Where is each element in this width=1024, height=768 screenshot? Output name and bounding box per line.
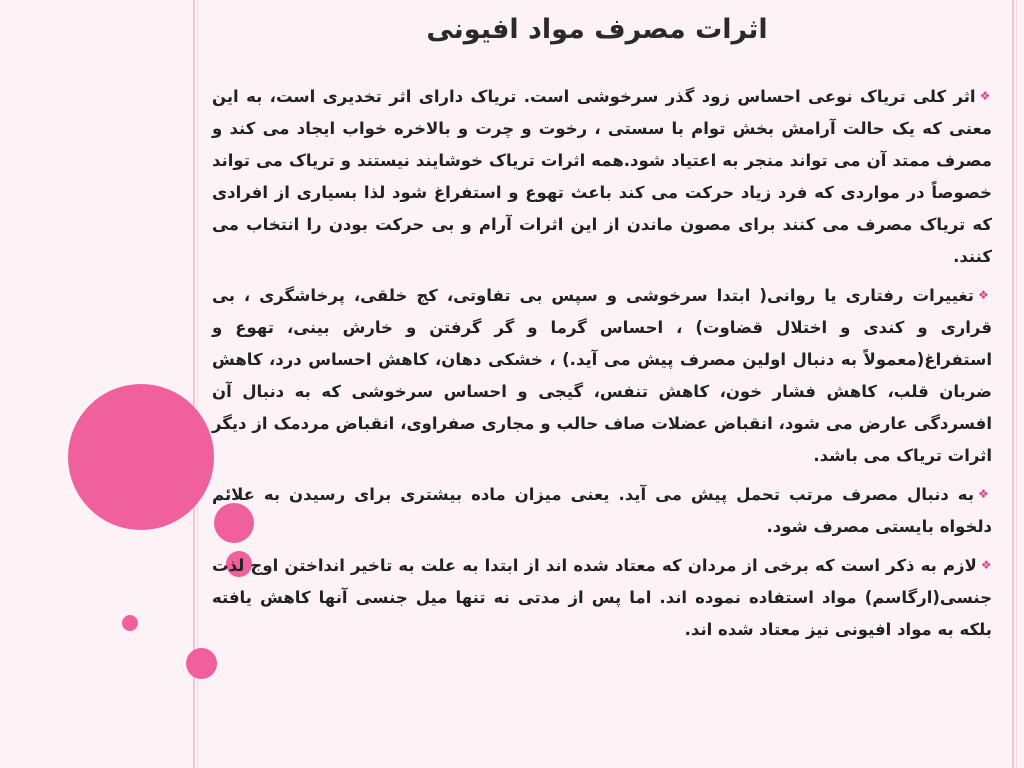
bullet-paragraph-2 — [212, 279, 992, 472]
diamond-bullet-icon: ❖ — [978, 487, 992, 501]
paragraph-text: به دنبال مصرف مرتب تحمل پیش می آید. یعنی میزان ماده بیشتری برای رسیدن به علائم دلخواه بایستی مصرف شود. — [212, 485, 992, 536]
bullet-paragraph-4 — [212, 549, 992, 646]
paragraph-text: تغییرات رفتاری یا روانی( ابتدا سرخوشی و سپس بی تفاوتی، کج خلقی، پرخاشگری ، بی قراری و کندی و اختلال قضاوت) ، احساس گرما و گر گرفتن و خارش بینی، تهوع و استفراغ(معمولاً به دنبال اولین مصرف پیش می آید.) ، خشکی دهان، کاهش احساس درد، کاهش ضربان قلب، کاهش فشار خون، کاهش تنفس، گیجی و احساس سرخوشی که به دنبال آن افسردگی عارض می شود، انقباض عضلات صاف حالب و مجاری صفراوی، انقباض مردمک از دیگر اثرات تریاک می باشد. — [212, 286, 992, 465]
slide-title: اثرات مصرف مواد افیونی — [426, 14, 768, 45]
paragraph-text: اثر کلی تریاک نوعی احساس زود گذر سرخوشی است. تریاک دارای اثر تخدیری است، به این معنی که یک حالت آرامش بخش توام با سستی ، رخوت و چرت و بالاخره خواب ایجاد می کند و مصرف ممتد آن می تواند منجر به اعتیاد شود.همه اثرات تریاک خوشایند نیستند و تریاک می تواند خصوصاً در مواردی که فرد زیاد حرکت می کند باعث تهوع و استفراغ شود لذا بسیاری از افرادی که تریاک مصرف می کنند برای مصون ماندن از این اثرات آرام و بی حرکت بودن را انتخاب می کنند. — [212, 87, 992, 266]
bullet-paragraph-1 — [212, 80, 992, 273]
bullet-paragraph-3 — [212, 478, 992, 543]
diamond-bullet-icon: ❖ — [979, 89, 992, 103]
decorative-circle-small-2 — [186, 648, 217, 679]
diamond-bullet-icon: ❖ — [980, 558, 992, 572]
slide-body — [212, 80, 992, 652]
frame-line-right — [1012, 0, 1014, 768]
paragraph-text: لازم به ذکر است که برخی از مردان که معتاد شده اند از ابتدا به علت به تاخیر انداختن اوج لذت جنسی(ارگاسم) مواد استفاده نموده اند. اما پس از مدتی نه تنها میل جنسی آنها کاهش یافته بلکه به مواد افیونی نیز معتاد شده اند. — [212, 556, 992, 639]
frame-line-right-inner — [1016, 0, 1017, 768]
decorative-circle-large — [68, 384, 214, 530]
diamond-bullet-icon: ❖ — [977, 288, 992, 302]
decorative-circle-tiny — [122, 615, 138, 631]
